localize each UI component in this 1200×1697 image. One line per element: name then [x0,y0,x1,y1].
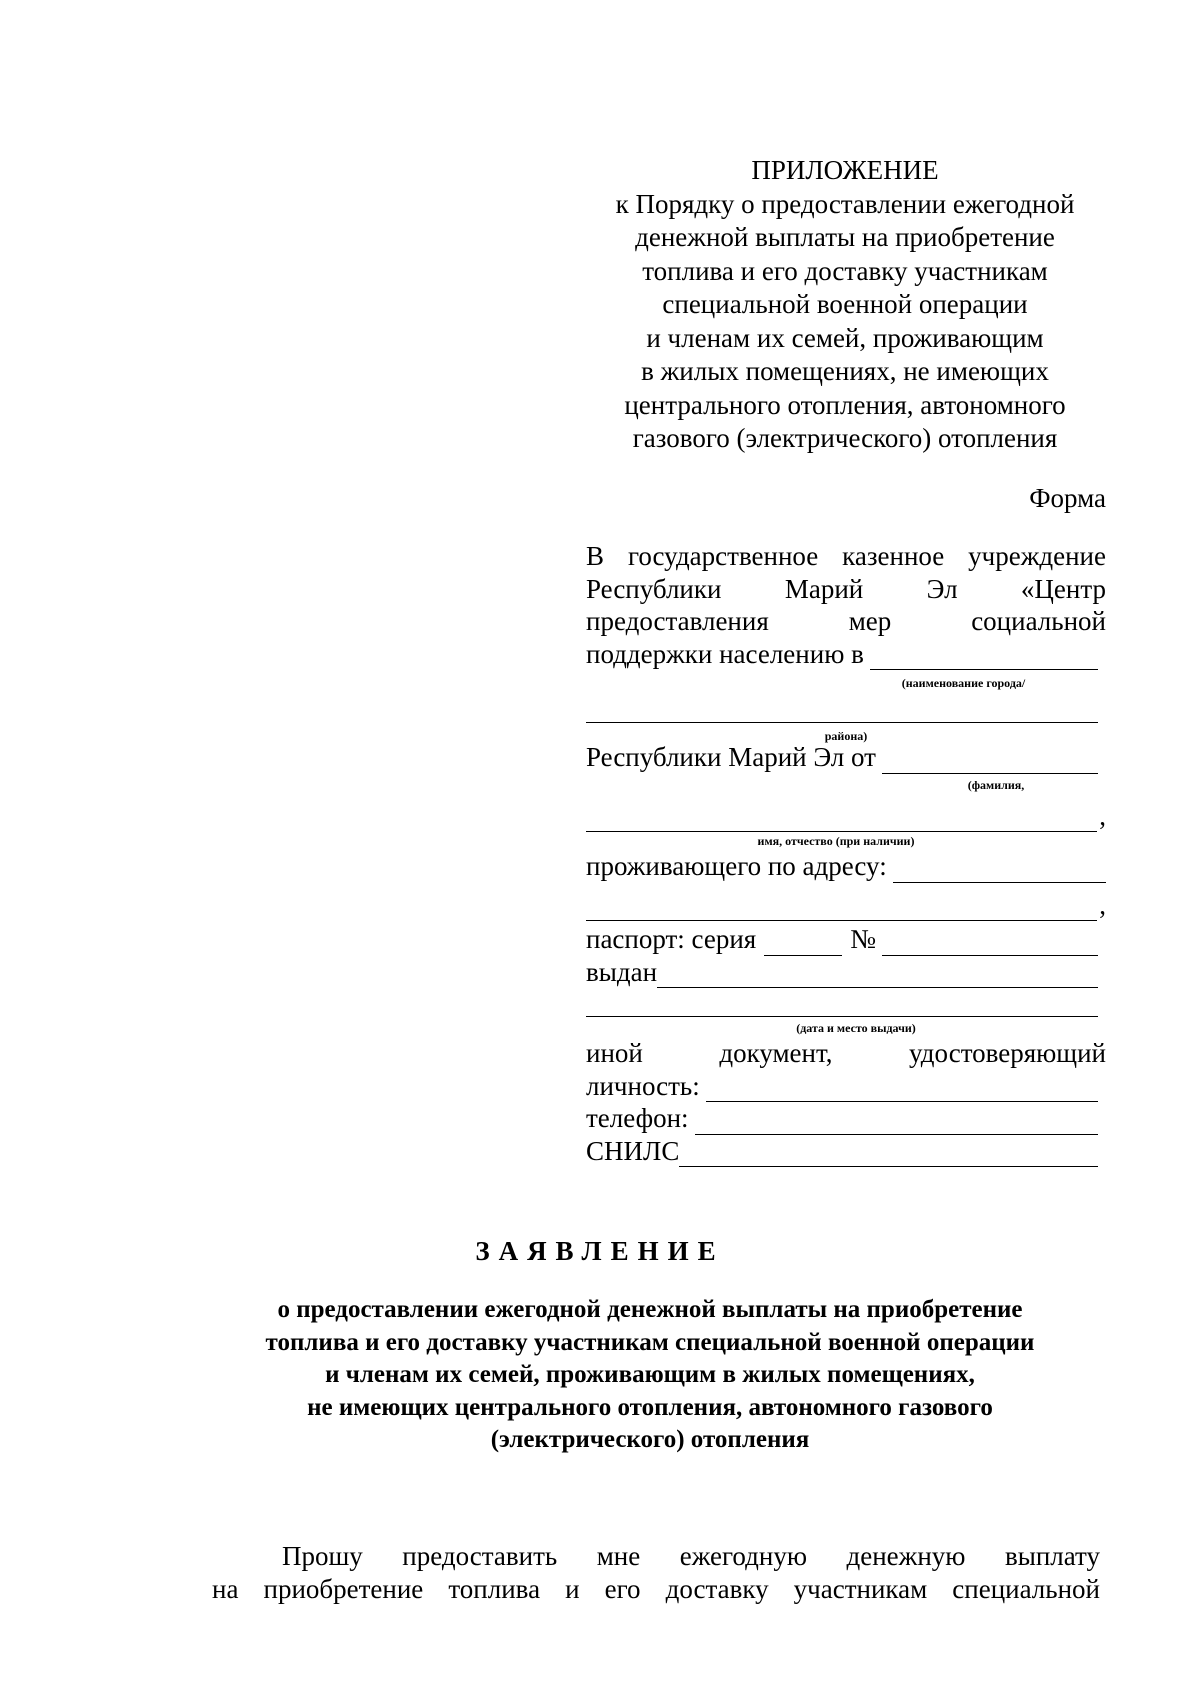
snils-field[interactable] [679,1142,1098,1167]
district-caption: района) [824,729,868,743]
statement-title: ЗАЯВЛЕНИЕ [475,1236,725,1266]
statement-body [212,1540,1100,1606]
surname-caption: (фамилия, [967,777,1025,792]
subtitle-line: (электрического) отопления [490,1426,810,1453]
issued-field[interactable] [657,963,1098,988]
issued-row [586,956,1106,989]
comma: , [1099,800,1106,831]
phone-label: телефон: [586,1103,689,1133]
residence-field-2[interactable] [586,896,1097,921]
identity-field[interactable] [706,1077,1098,1102]
addressee-line-2: Республики Марий Эл «Центр [586,573,1106,604]
appendix-line: и членам их семей, проживающим [646,322,1044,353]
surname-field[interactable] [882,749,1098,774]
form-label: Форма [1029,483,1106,513]
passport-number-field[interactable] [882,931,1098,956]
appendix-line: газового (электрического) отопления [632,423,1058,453]
district-field[interactable] [586,698,1098,723]
passport-row [586,923,1106,956]
snils-row [586,1135,1106,1168]
appendix-line: денежной выплаты на приобретение [635,222,1055,252]
applicant-field-row [586,741,1106,774]
identity-label: личность: [586,1070,700,1101]
subtitle-line: о предоставлении ежегодной денежной выплаты на приобретение [277,1296,1023,1323]
applicant-from-label: Республики Марий Эл от [586,742,876,772]
passport-series-field[interactable] [764,933,842,956]
address-block [586,540,1106,1167]
residence-field-row [586,850,1106,883]
phone-row [586,1102,1106,1135]
other-document-label: иной документ, удостоверяющий [586,1038,1106,1068]
appendix-line: топлива и его доставку участникам [642,255,1048,286]
identity-row [586,1070,1106,1103]
appendix-header [580,154,1110,456]
residence-field-row-2 [586,889,1106,922]
city-field-row [586,638,1106,671]
appendix-line: специальной военной операции [662,289,1028,319]
body-line-1: Прошу предоставить мне ежегодную денежную выплату [282,1541,1100,1571]
city-field[interactable] [870,645,1098,670]
passport-number-label: № [850,924,876,954]
issue-caption: (дата и место выдачи) [796,1021,916,1035]
body-line-2: на приобретение топлива и его доставку участникам специальной [212,1574,1100,1604]
appendix-title: ПРИЛОЖЕНИЕ [751,155,939,185]
full-name-caption: имя, отчество (при наличии) [757,834,915,848]
appendix-line: к Порядку о предоставлении ежегодной [615,188,1075,219]
appendix-line: в жилых помещениях, не имеющих [641,356,1049,386]
addressee-line-4: поддержки населению в [586,638,864,669]
subtitle-line: и членам их семей, проживающим в жилых помещениях, [325,1361,975,1388]
phone-field[interactable] [695,1110,1098,1135]
residence-field[interactable] [893,858,1106,883]
comma: , [1099,889,1106,920]
city-caption: (наименование города/ [901,676,1026,690]
issued-label: выдан [586,956,658,987]
statement-subtitle [200,1294,1100,1457]
name-field-row [586,800,1106,833]
addressee-line-1: В государственное казенное учреждение [586,541,1106,571]
issued-field-2[interactable] [586,992,1098,1017]
subtitle-line: не имеющих центрального отопления, автономного газового [307,1393,993,1421]
subtitle-line: топлива и его доставку участникам специальной военной операции [265,1328,1035,1356]
addressee-line-3: предоставления мер социальной [586,606,1106,636]
snils-label: СНИЛС [586,1135,680,1166]
full-name-field[interactable] [586,807,1097,832]
residence-label: проживающего по адресу: [586,851,887,881]
appendix-line: центрального отопления, автономного [624,389,1066,420]
passport-series-label: паспорт: серия [586,924,757,954]
